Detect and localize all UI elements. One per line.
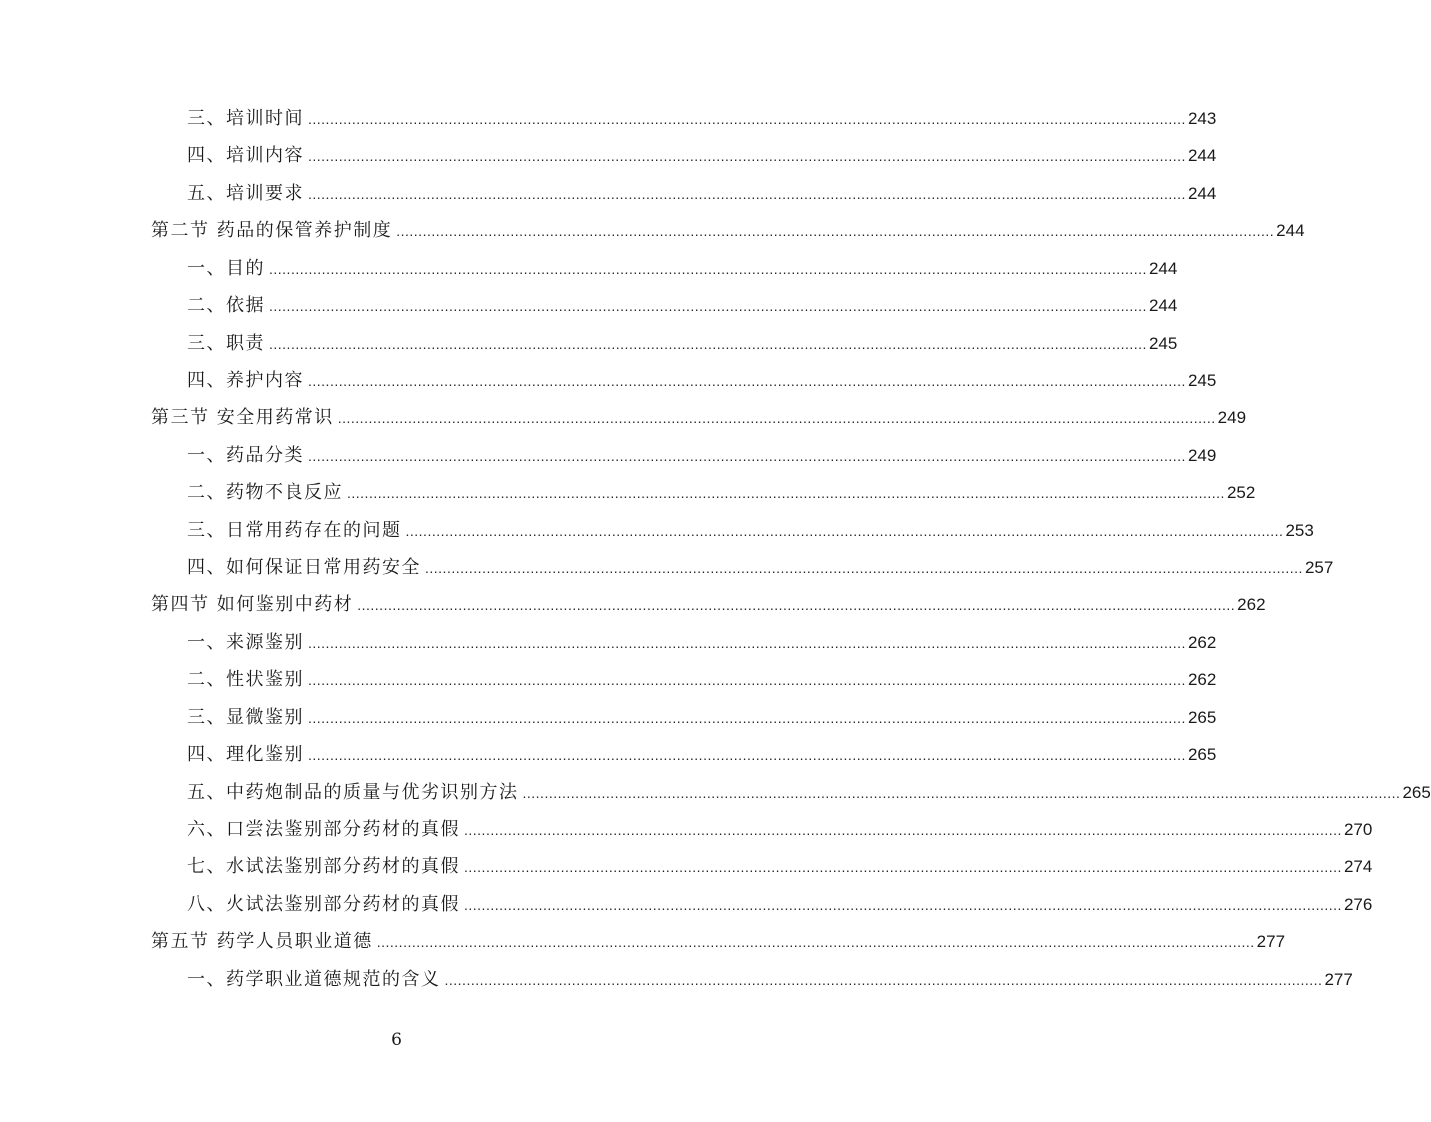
dot-leader: ........................................................................................................................................................................................................ xyxy=(376,934,1255,951)
dot-leader: ........................................................................................................................................................................................................ xyxy=(405,522,1284,539)
toc-entry-title: 四、理化鉴别 xyxy=(187,744,304,766)
toc-entry-title: 二、性状鉴别 xyxy=(187,669,304,691)
toc-entry-title: 四、养护内容 xyxy=(187,369,304,391)
toc-entry-page-number: 249 xyxy=(1187,445,1217,465)
toc-subsection-entry[interactable] xyxy=(151,100,1217,137)
page-number: 6 xyxy=(391,1030,402,1050)
dot-leader: ........................................................................................................................................................................................................ xyxy=(357,597,1236,614)
toc-entry-title: 第三节 安全用药常识 xyxy=(151,407,334,429)
toc-subsection-entry[interactable] xyxy=(151,137,1217,174)
dot-leader: ........................................................................................................................................................................................................ xyxy=(347,485,1225,502)
dot-leader: ........................................................................................................................................................................................................ xyxy=(308,447,1186,464)
toc-entry-title: 二、依据 xyxy=(187,295,265,317)
toc-entry-page-number: 274 xyxy=(1343,857,1373,877)
toc-entry-page-number: 270 xyxy=(1343,820,1373,840)
toc-subsection-entry[interactable] xyxy=(151,624,1217,661)
toc-entry-title: 第五节 药学人员职业道德 xyxy=(151,931,373,953)
toc-entry-title: 八、火试法鉴别部分药材的真假 xyxy=(187,893,460,915)
toc-subsection-entry[interactable] xyxy=(151,474,1256,511)
dot-leader: ........................................................................................................................................................................................................ xyxy=(308,709,1186,726)
toc-subsection-entry[interactable] xyxy=(151,699,1217,736)
toc-entry-page-number: 253 xyxy=(1285,520,1314,540)
toc-entry-title: 第二节 药品的保管养护制度 xyxy=(151,220,393,242)
toc-subsection-entry[interactable] xyxy=(151,287,1178,324)
dot-leader: ........................................................................................................................................................................................................ xyxy=(444,971,1323,988)
toc-entry-page-number: 276 xyxy=(1343,894,1373,914)
toc-entry-title: 五、培训要求 xyxy=(187,182,304,204)
toc-section-entry[interactable] xyxy=(151,586,1266,623)
dot-leader: ........................................................................................................................................................................................................ xyxy=(464,896,1342,913)
toc-entry-page-number: 243 xyxy=(1187,109,1217,128)
dot-leader: ........................................................................................................................................................................................................ xyxy=(308,634,1186,651)
toc-entry-page-number: 265 xyxy=(1187,707,1217,727)
toc-entry-title: 一、目的 xyxy=(187,257,265,279)
dot-leader: ........................................................................................................................................................................................................ xyxy=(308,372,1186,389)
table-of-contents xyxy=(151,100,1431,998)
dot-leader: ........................................................................................................................................................................................................ xyxy=(464,859,1342,876)
toc-subsection-entry[interactable] xyxy=(151,736,1217,773)
toc-entry-title: 一、来源鉴别 xyxy=(187,631,304,653)
toc-entry-title: 第四节 如何鉴别中药材 xyxy=(151,594,354,616)
dot-leader: ........................................................................................................................................................................................................ xyxy=(269,335,1147,352)
toc-entry-page-number: 262 xyxy=(1187,632,1217,652)
dot-leader: ........................................................................................................................................................................................................ xyxy=(425,560,1303,577)
toc-section-entry[interactable] xyxy=(151,212,1305,249)
dot-leader: ........................................................................................................................................................................................................ xyxy=(337,410,1216,427)
toc-subsection-entry[interactable] xyxy=(151,175,1217,212)
toc-subsection-entry[interactable] xyxy=(151,325,1178,362)
dot-leader: ........................................................................................................................................................................................................ xyxy=(396,223,1275,240)
toc-entry-page-number: 244 xyxy=(1187,146,1217,166)
toc-subsection-entry[interactable] xyxy=(151,961,1353,998)
toc-entry-page-number: 244 xyxy=(1187,183,1217,203)
toc-subsection-entry[interactable] xyxy=(151,774,1431,811)
toc-entry-title: 一、药学职业道德规范的含义 xyxy=(187,968,441,990)
dot-leader: ........................................................................................................................................................................................................ xyxy=(308,747,1186,764)
toc-entry-page-number: 277 xyxy=(1256,932,1286,952)
toc-subsection-entry[interactable] xyxy=(151,848,1373,885)
toc-entry-page-number: 265 xyxy=(1187,745,1217,765)
toc-subsection-entry[interactable] xyxy=(151,362,1217,399)
toc-entry-title: 三、显微鉴别 xyxy=(187,706,304,728)
toc-subsection-entry[interactable] xyxy=(151,512,1314,549)
toc-subsection-entry[interactable] xyxy=(151,250,1178,287)
toc-entry-page-number: 244 xyxy=(1276,221,1305,241)
toc-entry-page-number: 245 xyxy=(1148,333,1178,353)
toc-entry-title: 六、口尝法鉴别部分药材的真假 xyxy=(187,819,460,841)
toc-entry-title: 一、药品分类 xyxy=(187,444,304,466)
toc-entry-title: 三、培训时间 xyxy=(187,108,304,129)
dot-leader: ........................................................................................................................................................................................................ xyxy=(464,822,1342,839)
toc-subsection-entry[interactable] xyxy=(151,886,1373,923)
toc-entry-page-number: 252 xyxy=(1226,483,1256,503)
toc-subsection-entry[interactable] xyxy=(151,549,1334,586)
toc-entry-page-number: 257 xyxy=(1304,558,1334,578)
dot-leader: ........................................................................................................................................................................................................ xyxy=(308,672,1186,689)
toc-entry-title: 四、培训内容 xyxy=(187,145,304,167)
toc-entry-page-number: 262 xyxy=(1237,595,1266,615)
toc-entry-page-number: 277 xyxy=(1324,969,1353,989)
toc-entry-title: 二、药物不良反应 xyxy=(187,482,343,504)
toc-section-entry[interactable] xyxy=(151,923,1286,960)
toc-entry-title: 三、职责 xyxy=(187,332,265,354)
dot-leader: ........................................................................................................................................................................................................ xyxy=(308,148,1186,165)
dot-leader: ........................................................................................................................................................................................................ xyxy=(308,185,1186,202)
toc-entry-page-number: 244 xyxy=(1148,258,1178,278)
toc-entry-page-number: 265 xyxy=(1402,782,1431,802)
toc-entry-title: 七、水试法鉴别部分药材的真假 xyxy=(187,856,460,878)
toc-entry-page-number: 249 xyxy=(1217,408,1247,428)
toc-entry-title: 三、日常用药存在的问题 xyxy=(187,519,402,541)
toc-section-entry[interactable] xyxy=(151,399,1247,436)
dot-leader: ........................................................................................................................................................................................................ xyxy=(269,298,1147,315)
toc-subsection-entry[interactable] xyxy=(151,811,1373,848)
toc-entry-page-number: 262 xyxy=(1187,670,1217,690)
toc-entry-page-number: 244 xyxy=(1148,296,1178,316)
dot-leader: ........................................................................................................................................................................................................ xyxy=(308,111,1186,127)
dot-leader: ........................................................................................................................................................................................................ xyxy=(269,260,1147,277)
toc-entry-page-number: 245 xyxy=(1187,370,1217,390)
toc-subsection-entry[interactable] xyxy=(151,661,1217,698)
toc-subsection-entry[interactable] xyxy=(151,437,1217,474)
toc-entry-title: 四、如何保证日常用药安全 xyxy=(187,557,421,579)
dot-leader: ........................................................................................................................................................................................................ xyxy=(522,784,1401,801)
toc-entry-title: 五、中药炮制品的质量与优劣识别方法 xyxy=(187,781,519,803)
